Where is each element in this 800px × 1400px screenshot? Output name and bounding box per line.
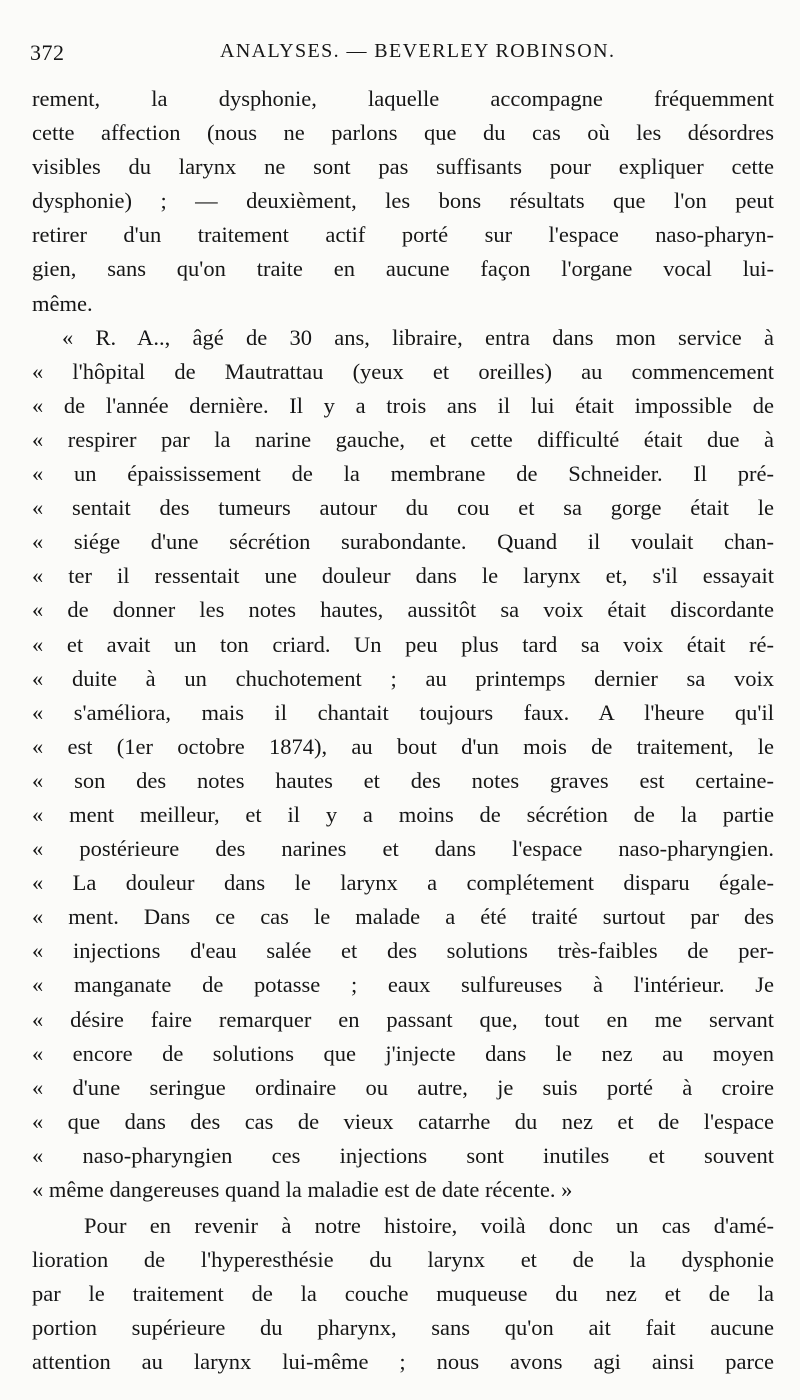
text-line: attention au larynx lui-même ; nous avons agi ainsi parce [32,1349,774,1375]
quote-line: « postérieure des narines et dans l'espace naso-pharyngien. [32,836,774,862]
quote-line: « son des notes hautes et des notes graves est certaine- [32,767,774,793]
text-line: dysphonie) ; — deuxièment, les bons résultats que l'on peut [32,188,774,214]
quote-line: « un épaississement de la membrane de Schneider. Il pré- [32,461,774,487]
quote-line: « sentait des tumeurs autour du cou et sa gorge était le [32,495,774,521]
quote-line: « ment meilleur, et il y a moins de sécrétion de la partie [32,801,774,827]
quote-line: « La douleur dans le larynx a complétement disparu égale- [32,870,774,896]
quote-line: « et avait un ton criard. Un peu plus tard sa voix était ré- [32,631,774,657]
quote-line: « désire faire remarquer en passant que, tout en me servant [32,1006,774,1032]
text-line: même. [32,290,93,316]
text-line: lioration de l'hyperesthésie du larynx et de la dysphonie [32,1247,774,1273]
text-line: Pour en revenir à notre histoire, voilà donc un cas d'amé- [84,1213,774,1239]
running-head: ANALYSES. — BEVERLEY ROBINSON. [220,40,616,62]
page-number: 372 [30,40,65,65]
quote-line: « ment. Dans ce cas le malade a été traité surtout par des [32,904,774,930]
quote-line: « d'une seringue ordinaire ou autre, je suis porté à croire [32,1074,774,1100]
quote-line: « de donner les notes hautes, aussitôt sa voix était discordante [32,597,774,623]
quote-line: « s'améliora, mais il chantait toujours faux. A l'heure qu'il [32,699,774,725]
quote-line: « duite à un chuchotement ; au printemps dernier sa voix [32,665,774,691]
quote-line: « encore de solutions que j'injecte dans le nez au moyen [32,1040,774,1066]
quote-line: « injections d'eau salée et des solutions très-faibles de per- [32,938,774,964]
text-line: visibles du larynx ne sont pas suffisants pour expliquer cette [32,154,774,180]
quote-line: « R. A.., âgé de 30 ans, libraire, entra dans mon service à [62,324,774,350]
text-line: gien, sans qu'on traite en aucune façon l'organe vocal lui- [32,256,774,282]
quote-line: « est (1er octobre 1874), au bout d'un mois de traitement, le [32,733,774,759]
body-text [32,82,774,1380]
quote-line: « même dangereuses quand la maladie est de date récente. » [32,1177,573,1202]
quote-line: « ter il ressentait une douleur dans le larynx et, s'il essayait [32,563,774,589]
text-line: retirer d'un traitement actif porté sur l'espace naso-pharyn- [32,222,774,248]
quote-line: « que dans des cas de vieux catarrhe du nez et de l'espace [32,1108,774,1134]
page-header [30,38,770,72]
quote-line: « siége d'une sécrétion surabondante. Quand il voulait chan- [32,529,774,555]
quote-line: « de l'année dernière. Il y a trois ans il lui était impossible de [32,392,774,418]
quote-line: « l'hôpital de Mautrattau (yeux et oreilles) au commencement [32,358,774,384]
text-line: rement, la dysphonie, laquelle accompagne fréquemment [32,86,774,111]
text-line: portion supérieure du pharynx, sans qu'on ait fait aucune [32,1315,774,1341]
quote-line: « naso-pharyngien ces injections sont inutiles et souvent [32,1142,774,1168]
quote-line: « manganate de potasse ; eaux sulfureuses à l'intérieur. Je [32,972,774,998]
text-line: cette affection (nous ne parlons que du cas où les désordres [32,120,774,146]
quote-line: « respirer par la narine gauche, et cette difficulté était due à [32,426,774,452]
text-line: par le traitement de la couche muqueuse du nez et de la [32,1281,774,1307]
